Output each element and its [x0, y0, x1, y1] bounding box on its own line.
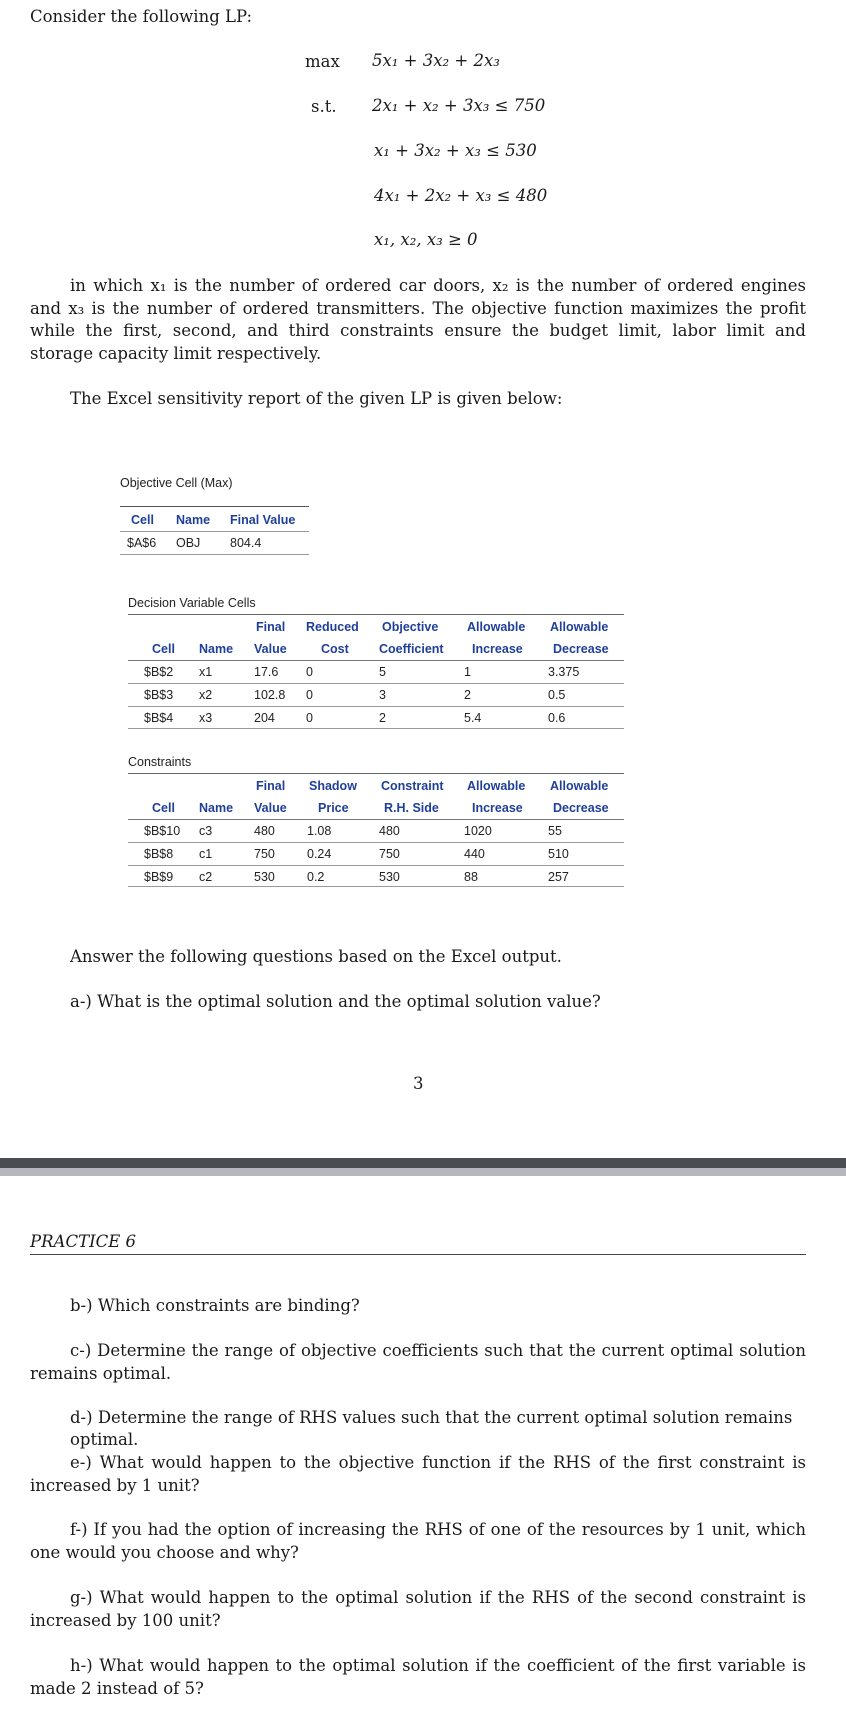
- question-f: f-) If you had the option of increasing the RHS of one of the resources by 1 unit, which one would you choose and why?: [30, 1520, 806, 1562]
- table-cell: $B$3: [144, 688, 174, 702]
- constraints-row-rule: [128, 865, 624, 866]
- table-cell: $B$9: [144, 870, 174, 884]
- table-cell: 204: [254, 711, 275, 725]
- table-cell: 3.375: [548, 665, 580, 679]
- table-cell: 530: [379, 870, 400, 884]
- lp-objective: 5x₁ + 3x₂ + 2x₃: [372, 51, 500, 70]
- table-cell: 440: [464, 847, 485, 861]
- constraints-header-final: Final: [256, 779, 286, 793]
- table-cell: 510: [548, 847, 569, 861]
- table-cell: c3: [199, 824, 213, 838]
- decision-row-rule: [128, 683, 624, 684]
- decision-header-objective: Objective: [382, 620, 439, 634]
- constraints-table-bottom-rule: [128, 886, 624, 887]
- constraints-header-value: Value: [254, 801, 287, 815]
- constraints-header-name: Name: [199, 801, 234, 815]
- constraints-title: Constraints: [128, 755, 192, 769]
- objective-row-cell: $A$6: [127, 536, 157, 550]
- constraints-header-allowable-dec: Allowable: [550, 779, 609, 793]
- table-cell: 102.8: [254, 688, 286, 702]
- table-cell: 0.24: [307, 847, 332, 861]
- table-cell: x1: [199, 665, 213, 679]
- table-cell: 2: [464, 688, 471, 702]
- table-cell: 88: [464, 870, 478, 884]
- table-cell: 0.2: [307, 870, 325, 884]
- report-intro: The Excel sensitivity report of the given LP is given below:: [70, 389, 563, 408]
- section-title-rule: [30, 1254, 806, 1255]
- table-cell: 3: [379, 688, 386, 702]
- table-cell: c1: [199, 847, 213, 861]
- objective-header-final-value: Final Value: [230, 513, 296, 527]
- section-title: PRACTICE 6: [30, 1232, 137, 1251]
- answer-intro: Answer the following questions based on the Excel output.: [70, 947, 562, 966]
- objective-cell-title: Objective Cell (Max): [120, 476, 233, 490]
- table-cell: 0: [306, 665, 313, 679]
- table-cell: $B$10: [144, 824, 181, 838]
- objective-table-bottom-rule: [120, 554, 309, 555]
- decision-header-cost: Cost: [321, 642, 349, 656]
- constraints-header-price: Price: [318, 801, 349, 815]
- constraints-header-rhs: R.H. Side: [384, 801, 439, 815]
- objective-table-header-rule: [120, 531, 309, 532]
- table-cell: 1.08: [307, 824, 332, 838]
- question-c: c-) Determine the range of objective coefficients such that the current optimal solution remains optimal.: [30, 1341, 806, 1383]
- table-cell: 750: [254, 847, 275, 861]
- decision-header-reduced: Reduced: [306, 620, 359, 634]
- lp-constraint-1: 2x₁ + x₂ + 3x₃ ≤ 750: [372, 96, 546, 115]
- question-d: d-) Determine the range of RHS values such that the current optimal solution remains optimal.: [70, 1408, 793, 1449]
- table-cell: 5.4: [464, 711, 482, 725]
- lp-st-label: s.t.: [311, 97, 337, 116]
- table-cell: c2: [199, 870, 213, 884]
- decision-table-top-rule: [128, 614, 624, 615]
- decision-header-allowable-inc: Allowable: [467, 620, 526, 634]
- page-divider-dark: [0, 1158, 846, 1168]
- objective-header-name: Name: [176, 513, 211, 527]
- constraints-header-increase: Increase: [472, 801, 523, 815]
- constraints-header-allowable-inc: Allowable: [467, 779, 526, 793]
- decision-header-allowable-dec: Allowable: [550, 620, 609, 634]
- question-a: a-) What is the optimal solution and the optimal solution value?: [70, 992, 601, 1011]
- table-cell: 1: [464, 665, 471, 679]
- table-cell: 0.5: [548, 688, 566, 702]
- decision-header-name: Name: [199, 642, 234, 656]
- table-cell: 2: [379, 711, 386, 725]
- table-cell: $B$4: [144, 711, 174, 725]
- decision-row-rule: [128, 706, 624, 707]
- constraints-header-cell: Cell: [152, 801, 175, 815]
- decision-header-value: Value: [254, 642, 287, 656]
- decision-header-cell: Cell: [152, 642, 175, 656]
- decision-table-header-rule: [128, 660, 624, 661]
- decision-header-coefficient: Coefficient: [379, 642, 444, 656]
- table-cell: x3: [199, 711, 213, 725]
- table-cell: 480: [379, 824, 400, 838]
- decision-header-increase: Increase: [472, 642, 523, 656]
- lp-description: in which x₁ is the number of ordered car doors, x₂ is the number of ordered engines and x₃ is the number of ordered transmitters. The objective function maximizes the profit while the first, second, and third constraints ensure the budget limit, labor limit and storage capacity limit respectively.: [30, 276, 806, 363]
- lp-nonnegativity: x₁, x₂, x₃ ≥ 0: [374, 230, 478, 249]
- page-number: 3: [413, 1074, 424, 1093]
- table-cell: 17.6: [254, 665, 279, 679]
- table-cell: 5: [379, 665, 386, 679]
- lp-constraint-3: 4x₁ + 2x₂ + x₃ ≤ 480: [374, 186, 548, 205]
- constraints-header-constraint: Constraint: [381, 779, 444, 793]
- lp-max-label: max: [305, 52, 340, 71]
- constraints-row-rule: [128, 842, 624, 843]
- objective-header-cell: Cell: [131, 513, 154, 527]
- question-g: g-) What would happen to the optimal solution if the RHS of the second constraint is increased by 100 unit?: [30, 1588, 806, 1630]
- table-cell: 1020: [464, 824, 492, 838]
- constraints-table-header-rule: [128, 819, 624, 820]
- constraints-header-decrease: Decrease: [553, 801, 609, 815]
- objective-row-value: 804.4: [230, 536, 262, 550]
- table-cell: 257: [548, 870, 569, 884]
- question-h: h-) What would happen to the optimal solution if the coefficient of the first variable is made 2 instead of 5?: [30, 1656, 806, 1698]
- table-cell: 0: [306, 711, 313, 725]
- page-divider-light: [0, 1168, 846, 1176]
- table-cell: 0.6: [548, 711, 566, 725]
- objective-row-name: OBJ: [176, 536, 201, 550]
- table-cell: 0: [306, 688, 313, 702]
- objective-table-top-rule: [120, 506, 309, 507]
- decision-table-bottom-rule: [128, 728, 624, 729]
- intro-text: Consider the following LP:: [30, 7, 253, 26]
- decision-header-final: Final: [256, 620, 286, 634]
- question-b: b-) Which constraints are binding?: [70, 1296, 360, 1315]
- question-e: e-) What would happen to the objective function if the RHS of the first constraint is increased by 1 unit?: [30, 1453, 806, 1495]
- table-cell: $B$8: [144, 847, 174, 861]
- table-cell: 750: [379, 847, 400, 861]
- decision-header-decrease: Decrease: [553, 642, 609, 656]
- table-cell: x2: [199, 688, 213, 702]
- constraints-table-top-rule: [128, 773, 624, 774]
- table-cell: 530: [254, 870, 275, 884]
- table-cell: $B$2: [144, 665, 174, 679]
- table-cell: 55: [548, 824, 562, 838]
- constraints-header-shadow: Shadow: [309, 779, 357, 793]
- lp-constraint-2: x₁ + 3x₂ + x₃ ≤ 530: [374, 141, 537, 160]
- table-cell: 480: [254, 824, 275, 838]
- decision-cells-title: Decision Variable Cells: [128, 596, 256, 610]
